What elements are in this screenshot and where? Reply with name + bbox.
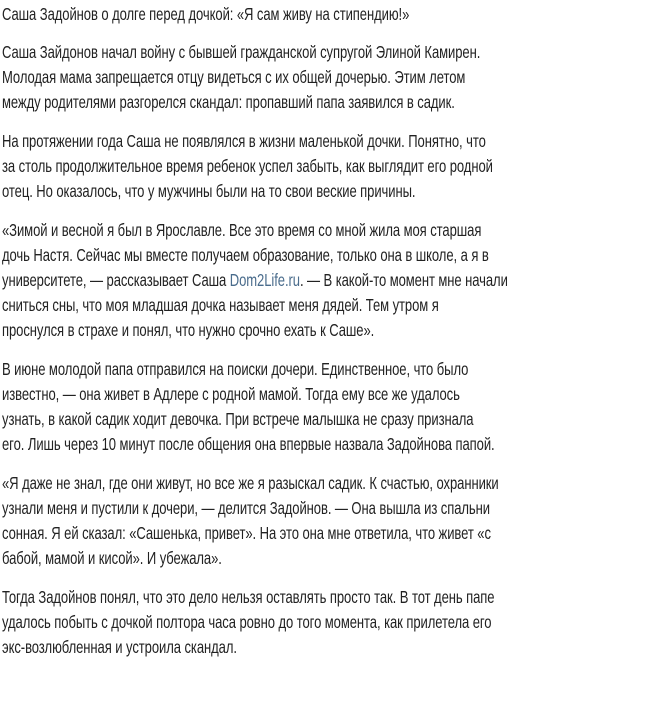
text-line: Тогда Задойнов понял, что это дело нельзя оставлять просто так. В тот день папе: [2, 587, 495, 607]
source-link[interactable]: Dom2Life.ru: [229, 270, 300, 290]
paragraph-5-quote: [2, 471, 670, 571]
paragraph-2: [2, 129, 670, 204]
text-line: бабой, мамой и кисой». И убежала».: [2, 548, 222, 568]
text-line: проснулся в страхе и понял, что нужно срочно ехать к Саше».: [2, 320, 375, 340]
text-line: Молодая мама запрещается отцу видеться с их общей дочерью. Этим летом: [2, 67, 466, 87]
article-title: Саша Задойнов о долге перед дочкой: «Я сам живу на стипендию!»: [2, 4, 410, 24]
text-line-with-link: [2, 268, 670, 293]
paragraph-1: [2, 40, 670, 115]
article: [2, 0, 670, 674]
text-line: отец. Но оказалось, что у мужчины были на то свои веские причины.: [2, 181, 416, 201]
text-line: В июне молодой папа отправился на поиски дочери. Единственное, что было: [2, 359, 469, 379]
text-span: . — В какой-то момент мне начали: [299, 270, 508, 290]
paragraph-4: [2, 357, 670, 457]
text-line: Саша Зайдонов начал войну с бывшей гражданской супругой Элиной Камирен.: [2, 42, 481, 62]
text-line: На протяжении года Саша не появлялся в жизни маленькой дочки. Понятно, что: [2, 131, 486, 151]
text-line: «Зимой и весной я был в Ярославле. Все это время со мной жила моя старшая: [2, 220, 482, 240]
text-line: узнать, в какой садик ходит девочка. При встрече малышка не сразу признала: [2, 409, 474, 429]
text-line: сниться сны, что моя младшая дочка называет меня дядей. Тем утром я: [2, 295, 439, 315]
text-line: экс-возлюбленная и устроила скандал.: [2, 637, 237, 657]
text-line: «Я даже не знал, где они живут, но все же я разыскал садик. К счастью, охранники: [2, 473, 499, 493]
text-line: известно, — она живет в Адлере с родной мамой. Тогда ему все же удалось: [2, 384, 460, 404]
paragraph-6: [2, 585, 670, 660]
text-span: университете, — рассказывает Саша: [2, 270, 230, 290]
text-line: за столь продолжительное время ребенок успел забыть, как выглядит его родной: [2, 156, 493, 176]
text-line: между родителями разгорелся скандал: пропавший папа заявился в садик.: [2, 92, 455, 112]
text-line: его. Лишь через 10 минут после общения она впервые назвала Задойнова папой.: [2, 434, 495, 454]
paragraph-3-quote: [2, 218, 670, 343]
text-line: узнали меня и пустили к дочери, — делится Задойнов. — Она вышла из спальни: [2, 498, 490, 518]
text-line: удалось побыть с дочкой полтора часа ровно до того момента, как прилетела его: [2, 612, 492, 632]
text-line: сонная. Я ей сказал: «Сашенька, привет». На это она мне ответила, что живет «с: [2, 523, 491, 543]
text-line: дочь Настя. Сейчас мы вместе получаем образование, только она в школе, а я в: [2, 245, 489, 265]
